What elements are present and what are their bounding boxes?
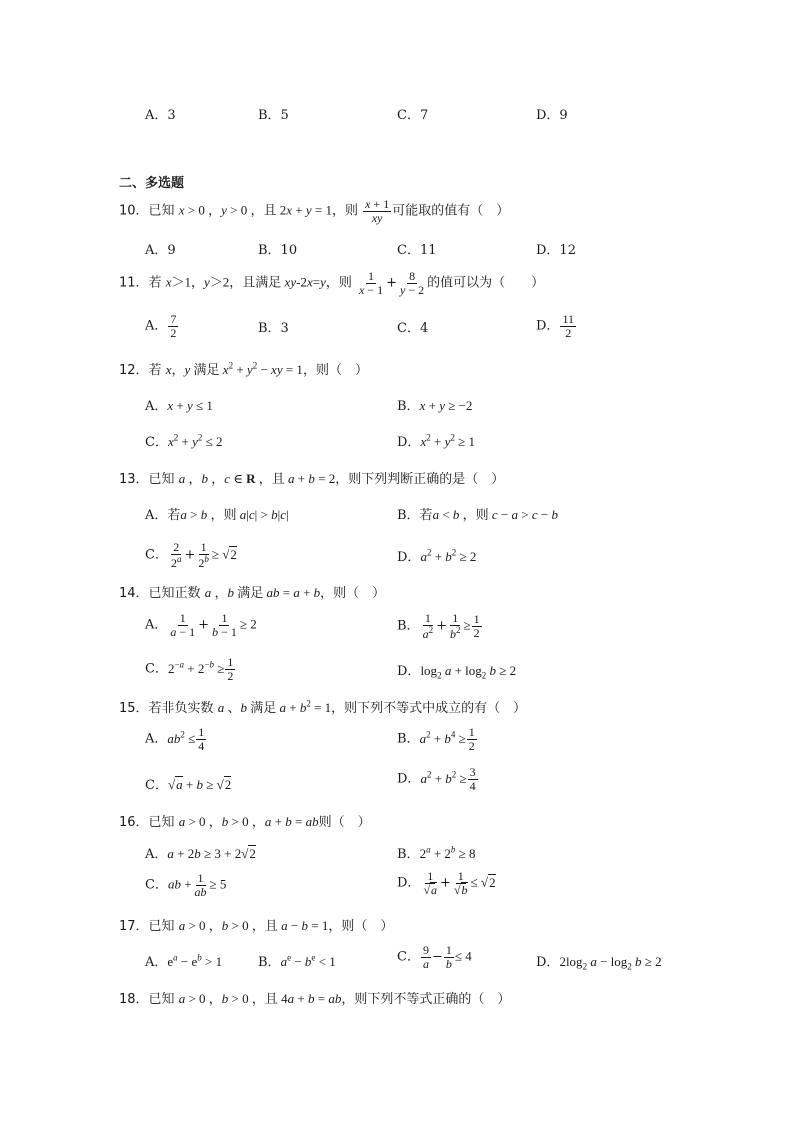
q10-option-c: C．11	[397, 243, 437, 258]
prev-option-a: A．3	[145, 108, 176, 123]
question-13: 13．已知 a ，b ，c ∈ R ，且 a + b = 2，则下列判断正确的是（ ）	[119, 471, 505, 487]
q11-option-b: B．3	[258, 321, 289, 336]
prev-option-d: D．9	[536, 108, 568, 123]
question-12: 12．若 x，y 满足 $x^2 + y^2$ − xy = 1，则（ ）	[119, 360, 368, 378]
q10-option-d: D．12	[536, 243, 576, 258]
q16-option-d: D． $\frac{1}{√a}$ + $\frac{1}{√b}$ ≤ √2	[397, 869, 496, 897]
question-10: 10．已知 x > 0 ，y > 0 ，且 2x + y = 1，则 $\frac{x + 1}{xy}$ 可能取的值有（ ）	[119, 197, 510, 225]
q14-option-c: C．$2^{-a} + 2^{-b}$ ≥ $\frac{1}{2}$	[145, 655, 234, 683]
prev-option-c: C．7	[397, 108, 429, 123]
question-17: 17．已知 a > 0 ，b > 0 ，且 a − b = 1，则（ ）	[119, 918, 394, 934]
q15-option-c: C．√a + b ≥ √2	[145, 777, 232, 793]
q12-option-b: B．x + y ≥ −2	[397, 398, 473, 414]
q15-option-d: D．$a^2 + b^2$ ≥ $\frac{3}{4}$	[397, 765, 476, 793]
q16-option-b: B．$2^a + 2^b \ge 8$	[397, 844, 476, 862]
q15-option-a: A．$ab^2$ ≤ $\frac{1}{4}$	[145, 725, 205, 753]
section-title: 二、多选题	[119, 176, 185, 191]
q14-option-d: D．$\log_2 a + \log_2 b \ge 2$	[397, 663, 517, 681]
q12-option-d: D．$x^2 + y^2 \ge 1$	[397, 432, 475, 450]
q13-option-a: A．若a > b ，则 a|c| > b|c|	[145, 507, 289, 523]
q11-option-a: A． $\frac{7}{2}$	[145, 312, 177, 340]
q12-option-a: A．x + y ≤ 1	[145, 398, 213, 414]
q17-option-a: A．$e^a - e^b > 1$	[145, 952, 223, 970]
question-11: 11．若 x＞1，y＞2，且满足 xy-2x=y，则 $\frac{1}{x - 1}$ + $\frac{8}{y - 2}$ 的值可以为（ ）	[119, 269, 545, 297]
q12-option-c: C．$x^2 + y^2 \le 2$	[145, 432, 223, 450]
q15-option-b: B．$a^2 + b^4$ ≥ $\frac{1}{2}$	[397, 725, 475, 753]
question-18: 18．已知 a > 0 ，b > 0 ，且 4a + b = ab，则下列不等式正确的（ ）	[119, 991, 511, 1007]
q16-option-c: C．ab + $\frac{1}{ab}$ ≥ 5	[145, 871, 227, 899]
q14-option-b: B． $\frac{1}{a^2}$ + $\frac{1}{b^2}$ ≥ $\frac{1}{2}$	[397, 611, 480, 641]
q11-option-d: D． $\frac{11}{2}$	[536, 312, 574, 340]
q17-option-c: C． $\frac{9}{a}$ − $\frac{1}{b}$ ≤ 4	[397, 943, 472, 971]
question-14: 14．已知正数 a ，b 满足 ab = a + b，则（ ）	[119, 585, 386, 601]
q10-option-b: B．10	[258, 243, 298, 258]
q11-option-c: C．4	[397, 321, 429, 336]
prev-option-b: B．5	[258, 108, 289, 123]
q17-option-b: B．$a^e - b^e < 1$	[258, 952, 336, 970]
q17-option-d: D．$2\log_2$ $a - \log_2 b \ge 2$	[536, 954, 662, 972]
q13-option-d: D．$a^2 + b^2 \ge 2$	[397, 547, 477, 565]
q16-option-a: A．a + 2b ≥ 3 + 2√2	[145, 846, 256, 862]
q13-option-b: B．若a < b ，则 c − a > c − b	[397, 507, 559, 523]
q13-option-c: C． $\frac{2}{2^a}$ + $\frac{1}{2^b}$ ≥ √2	[145, 540, 237, 570]
q14-option-a: A． $\frac{1}{a - 1}$ + $\frac{1}{b - 1}$ ≥ 2	[145, 611, 257, 639]
q10-option-a: A．9	[145, 243, 176, 258]
question-16: 16．已知 a > 0 ，b > 0 ，a + b = ab则（ ）	[119, 814, 371, 830]
question-15: 15．若非负实数 a 、b 满足 $a + b^2 = 1$，则下列不等式中成立的有（ ）	[119, 698, 527, 716]
